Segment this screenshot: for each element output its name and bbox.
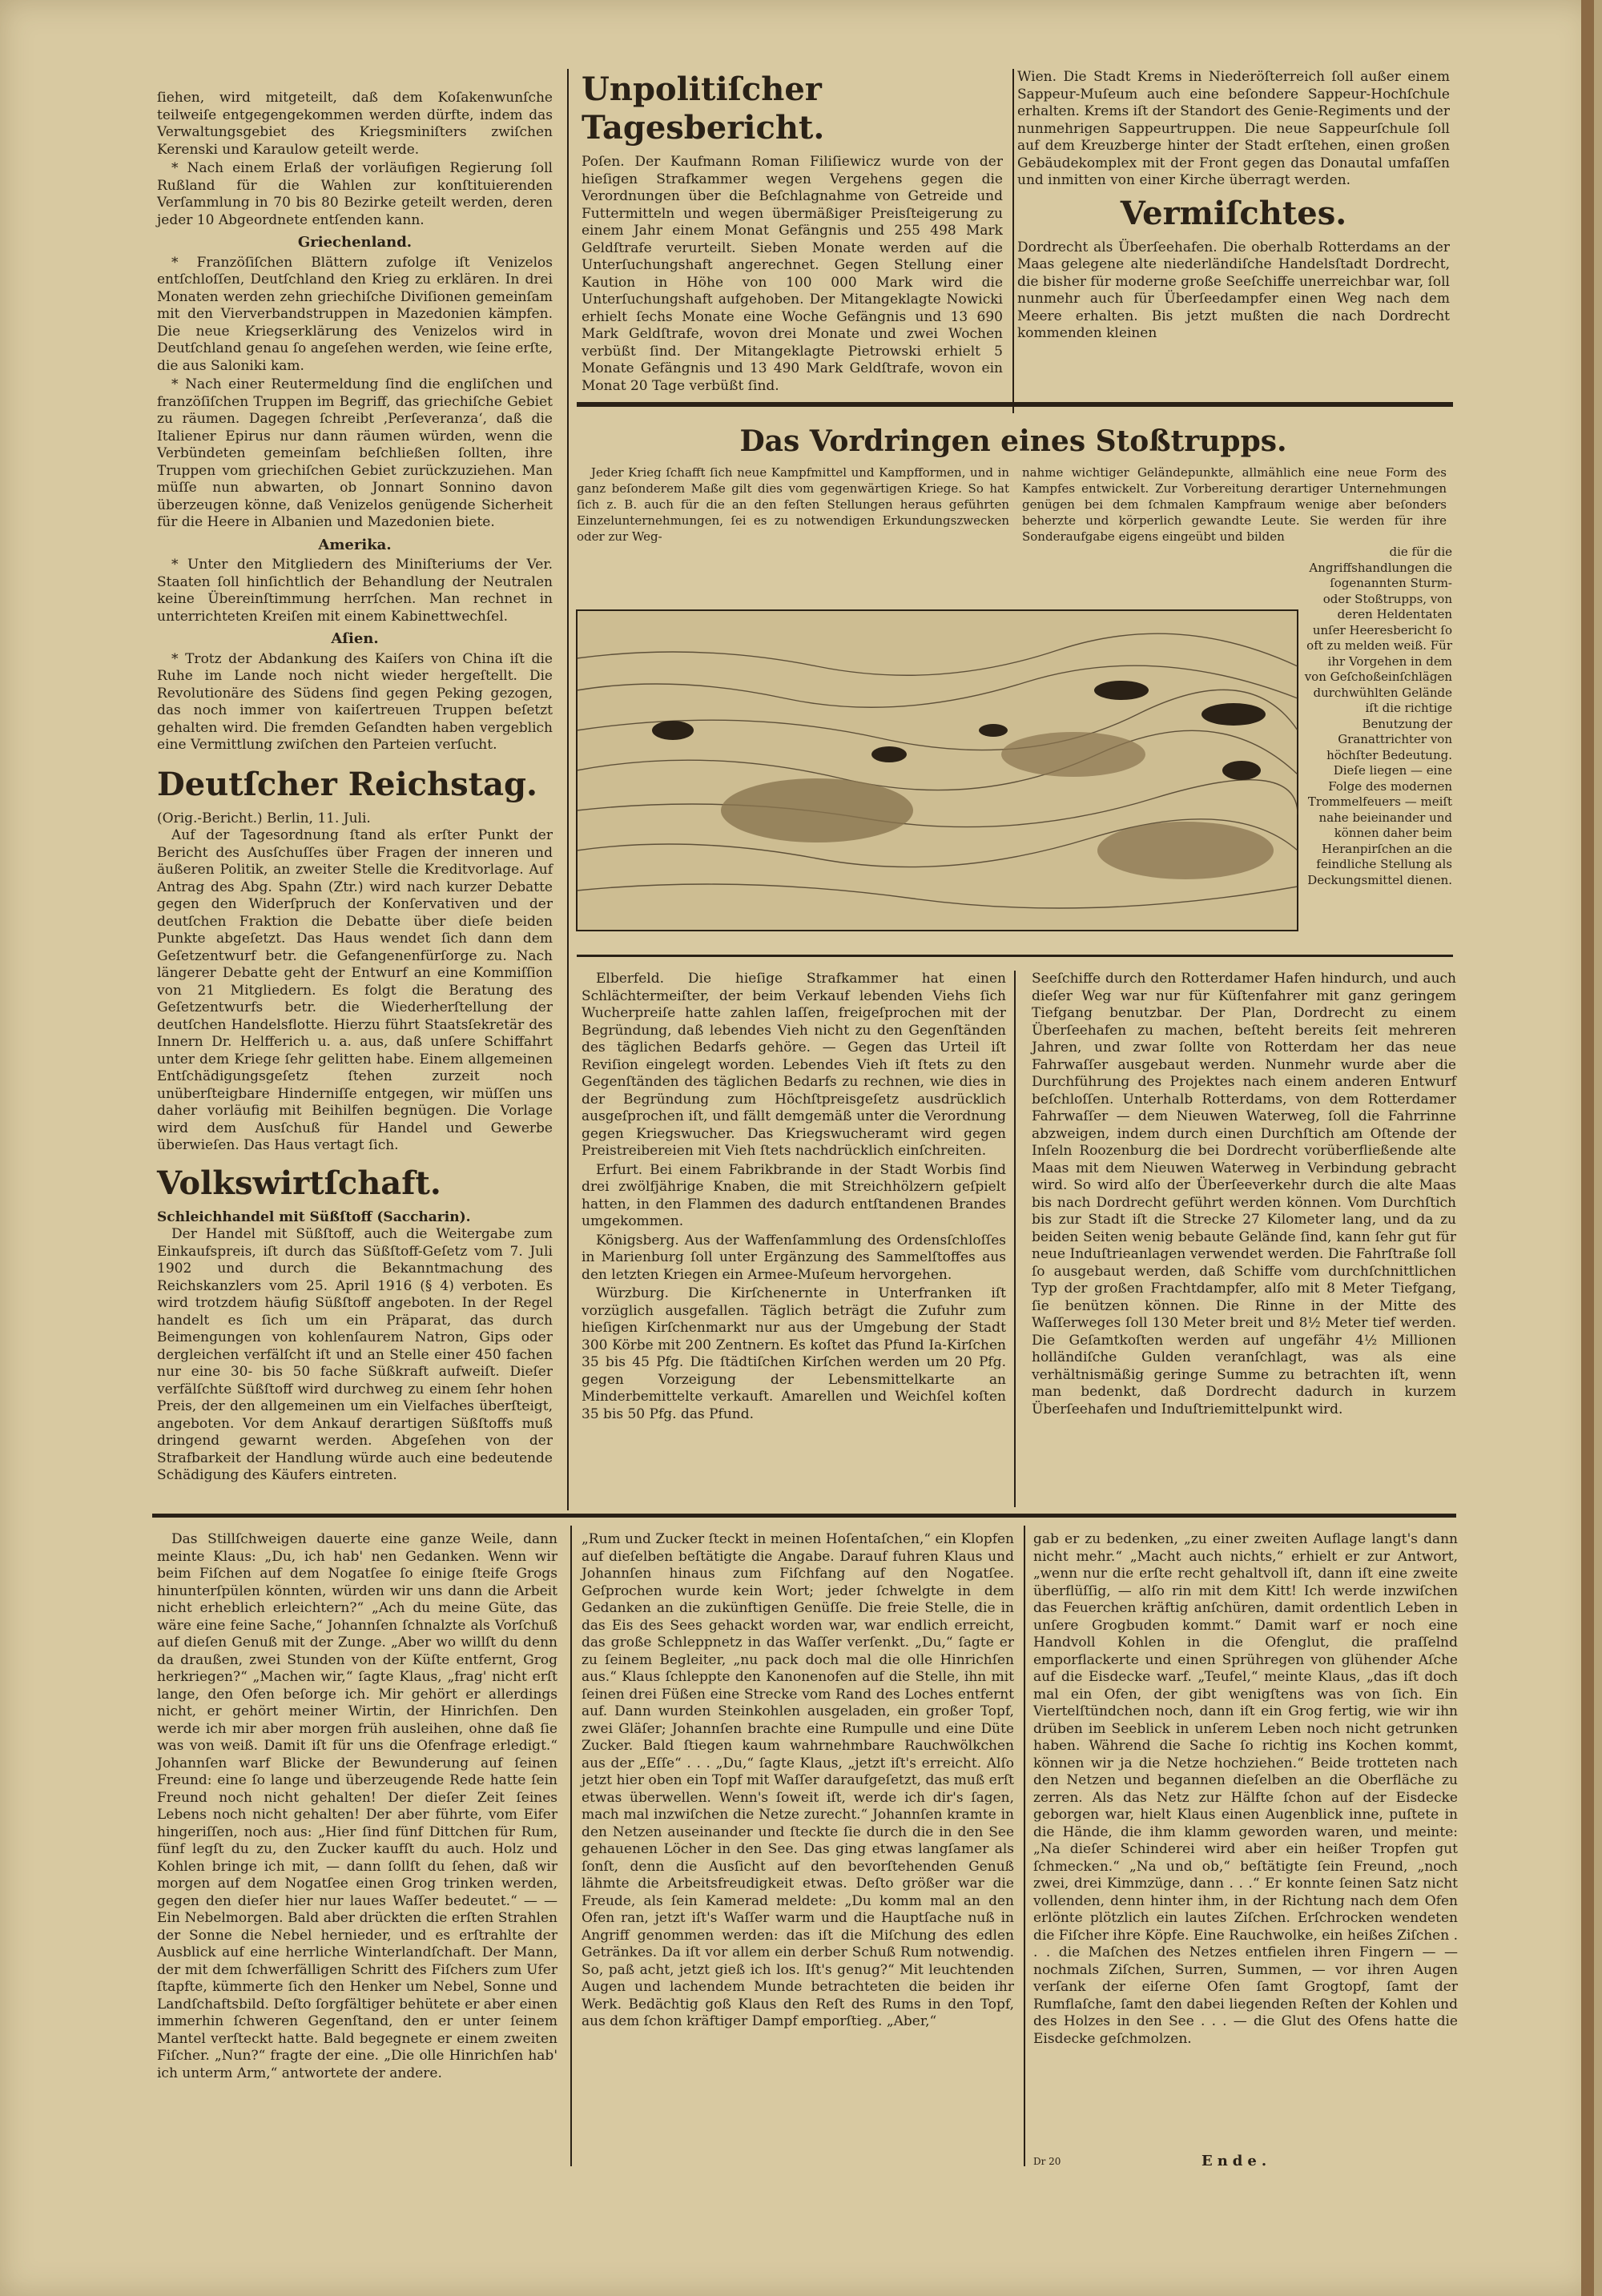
aſien-text: * Trotz der Abdankung des Kaiſers von China iſt die Ruhe im Lande noch nicht wieder hergeſtellt. Die Revolutionäre des Südens ſind gegen Peking gezogen, das noch immer von kaiſertreuen Truppen beſetzt gehalten wird. Die fremden Geſandten haben vergeblich eine Vermittlung zwiſchen den Parteien verſucht. xyxy=(157,650,553,753)
soldier-figure xyxy=(652,721,694,740)
illustration-stosstrupp xyxy=(577,610,1298,931)
illustration-text-right xyxy=(1022,464,1447,545)
shell-crater xyxy=(721,778,913,842)
section-rule xyxy=(577,955,1453,957)
heading-vermiſchtes: Vermiſchtes. xyxy=(1120,194,1347,232)
volks-subhead: Schleichhandel mit Süßſtoff (Saccharin). xyxy=(157,1208,471,1225)
illustration-title: Das Vordringen eines Stoßtrupps. xyxy=(739,424,1287,458)
column-rule xyxy=(1012,69,1014,413)
col-mid-top xyxy=(582,69,1003,405)
heading-volkswirtſchaft: Volkswirtſchaft. xyxy=(157,1164,441,1202)
column-rule xyxy=(1024,1526,1025,2166)
russland-intro: ſiehen, wird mitgeteilt, daß dem Koſakenwunſche teilweiſe entgegengekommen werden dürfte, indem das Verwaltungsgebiet des Kriegsminiſters zwiſchen Kerenski und Karaulow geteilt werde. xyxy=(157,90,553,158)
koenigsberg-text: Königsberg. Aus der Waffenſammlung des Ordensſchloſſes in Marienburg ſoll unter Ergänzung des Sammelſtoffes aus den letzten Kriegen ein Armee-Muſeum hervorgehen. xyxy=(582,1232,1006,1283)
reichstag-text: Auf der Tagesordnung ſtand als erſter Punkt der Bericht des Ausſchuſſes über Fragen der inneren und äußeren Politik, an zweiter Stelle die Kreditvorlage. Auf Antrag des Abg. Spahn (Ztr.) wird nach kurzer Debatte gegen den Widerſpruch der Konſervativen und der deutſchen Fraktion die Debatte über dieſe beiden Punkte abgeſetzt. Das Haus wendet ſich dann dem Geſetzentwurf betr. die Gefangenenfürſorge zu. Nach längerer Debatte geht der Entwurf an eine Kommiſſion von 21 Mitgliedern. Es folgt die Beratung des Geſetzentwurfs betr. die Wiederherſtellung der deutſchen Handelsflotte. Hierzu führt Staatsſekretär des Innern Dr. Helfferich u. a. aus, daß unſere Schiffahrt unter dem Kriege ſehr gelitten habe. Einem allgemeinen Entſchädigungsgeſetz ſtehen zurzeit noch unüberſteigbare Hinderniſſe entgegen, wir müſſen uns daher vorläufig mit Beihilfen begnügen. Die Vorlage wird dem Ausſchuß für Handel und Gewerbe überwieſen. Das Haus vertagt ſich. xyxy=(157,827,553,1153)
shell-crater xyxy=(1001,732,1145,777)
feuilleton-ende: Ende. xyxy=(1202,2153,1272,2169)
wien-text: Wien. Die Stadt Krems in Niederöſterreich ſoll außer einem Sappeur-Muſeum auch eine beſondere Sappeur-Hochſchule erhalten. Krems iſt der Standort des Genie-Regiments und der nunmehrigen Sappeurtruppen. Die neue Sappeurſchule ſoll auf dem Kreuzberge hinter der Stadt erſtehen, einen großen Gebäudekomplex mit der Front gegen das Donautal umfaſſen und inmitten von einer Kirche überragt werden. xyxy=(1017,69,1450,188)
column-rule xyxy=(1014,971,1016,1507)
illustration-text-left-body: Jeder Krieg ſchafft ſich neue Kampfmittel und Kampfformen, und in ganz beſonderem Maße gilt dies vom gegenwärtigen Kriege. So hat ſich z. B. auch für die an den feſten Stellungen heraus geführten Einzelunternehmungen, ſei es zu notwendigen Erkundungszwecken oder zur Weg- xyxy=(577,465,1009,544)
erfurt-text: Erfurt. Bei einem Fabrikbrande in der Stadt Worbis ſind drei zwölfjährige Knaben, die mit Streichhölzern geſpielt hatten, in den Flammen des dadurch entſtandenen Brandes umgekommen. xyxy=(582,1161,1006,1229)
griechenland-2: * Nach einer Reutermeldung ſind die engliſchen und franzöſiſchen Truppen im Begriff, das griechiſche Gebiet zu räumen. Dagegen ſchreibt ‚Perſeveranza‘, daß die Italiener Epirus nur dann räumen würden, wenn die Verbündeten gemeinſam beſchließen ſollten, ihre Truppen vom griechiſchen Gebiet zurückzuziehen. Man müſſe nun abwarten, ob Jonnart Sonnino davon überzeugen könne, daß Venizelos genügende Sicherheit für die Heere in Albanien und Mazedonien biete. xyxy=(157,376,553,530)
illustration-side-text-body: die für die Angriffshandlungen die ſogenannten Sturm- oder Stoßtrupps, von deren Heldentaten unſer Heeresbericht ſo oft zu melden weiß. Für ihr Vorgehen in dem von Geſchoßeinſchlägen durchwühlten Gelände iſt die richtige Benutzung der Granattrichter von höchſter Bedeutung. Dieſe liegen — eine Folge des modernen Trommelfeuers — meiſt nahe beieinander und können daher beim Heranpirſchen an die feindliche Stellung als Deckungsmittel dienen. xyxy=(1304,545,1452,887)
column-rule xyxy=(570,1526,572,2166)
col-left-top xyxy=(157,90,553,1483)
binding-spine xyxy=(1581,0,1594,2296)
wuerzburg-text: Würzburg. Die Kirſchenernte in Unterfranken iſt vorzüglich ausgefallen. Täglich beträgt die Zufuhr zum hieſigen Kirſchenmarkt nur aus der Umgebung der Stadt 300 Körbe mit 200 Zentnern. Es koſtet das Pfund Ia-Kirſchen 35 bis 45 Pfg. Die ſtädtiſchen Kirſchen werden um 20 Pfg. gegen Vorzeigung der Lebensmittelkarte an Minderbemittelte verkauft. Amarellen und Weichſel koſten 35 bis 50 Pfg. das Pfund. xyxy=(582,1285,1006,1422)
heading-aſien: Aſien. xyxy=(331,630,379,647)
illustration-text-right-body: nahme wichtiger Geländepunkte, allmählich eine neue Form des Kampfes entwickelt. Zur Vorbereitung derartiger Unternehmungen genügen bei dem ſchmalen Kampfraum wenige aber beſonders beherzte und körperlich gewandte Leute. Sie werden für ihre Sonderaufgabe eigens eingeübt und bilden xyxy=(1022,465,1447,544)
feuilleton-col-1 xyxy=(157,1531,557,2172)
illustration-text-left xyxy=(577,464,1009,545)
heading-griechenland: Griechenland. xyxy=(297,234,413,251)
col-right-low xyxy=(1032,971,1456,1499)
heading-tagesbericht: Unpolitiſcher Tagesbericht. xyxy=(582,70,825,147)
feuilleton-col-3-body: gab er zu bedenken, „zu einer zweiten Auflage langt's dann nicht mehr.“ „Macht auch nichts,“ erhielt er zur Antwort, „wenn nur die erſte recht gehaltvoll iſt, dann iſt eine zweite überflüſſig, — alſo rin mit dem Kitt! Ich werde inzwiſchen das Feuerchen kräftig anſchüren, damit ordentlich Leben in unſere Grogbuden kommt.“ Damit warf er noch eine Handvoll Kohlen in die Ofenglut, die praſſelnd emporflackerte und einen Sprühregen von glühender Aſche auf die Eisdecke warf. „Teufel,“ meinte Klaus, „das iſt doch mal ein Ofen, der gibt wenigſtens was von ſich. Ein Viertelſtündchen noch, dann iſt ein Grog fertig, wie wir ihn drüben im Seeblick in unſerem Leben noch nicht getrunken haben. Während die Sache ſo richtig ins Kochen kommt, können wir ja die Netze hochziehen.“ Beide trotteten nach den Netzen und begannen dieſelben an die Oberfläche zu zerren. Als das Netz zur Hälfte ſchon auf der Eisdecke geborgen war, hielt Klaus einen Augenblick inne, puſtete in die Hände, die ihm klamm geworden waren, und meinte: „Na dieſer Schinderei wird aber ein heißer Tropfen gut ſchmecken.“ „Na und ob,“ beſtätigte ſein Freund, „noch zwei, drei Kimmzüge, dann . . .“ Er konnte ſeinen Satz nicht vollenden, denn hinter ihm, in der Richtung nach dem Ofen erlönte plötzlich ein lautes Ziſchen. Erſchrocken wendeten die Fiſcher ihre Köpfe. Eine Rauchwolke, ein heißes Ziſchen . . . die Maſchen des Netzes entfielen ihren Fingern — — nochmals Ziſchen, Surren, Summen, — vor ihren Augen verſank der eiſerne Ofen ſamt Grogtopf, ſamt der Rumflaſche, ſamt den dabei liegenden Reſten der Kohlen und des Holzes in den See . . . — die Glut des Ofens hatte die Eisdecke geſchmolzen. xyxy=(1033,1531,1458,2047)
feuilleton-signature: Dr 20 xyxy=(1033,2156,1061,2167)
soldier-figure xyxy=(871,746,907,762)
shell-crater xyxy=(1097,822,1274,879)
soldier-figure xyxy=(1222,761,1261,780)
heading-reichstag: Deutſcher Reichstag. xyxy=(157,765,537,803)
feuilleton-col-2-body: „Rum und Zucker ſteckt in meinen Hoſentaſchen,“ ein Klopfen auf dieſelben beſtätigte die Angabe. Darauf fuhren Klaus und Johannſen hinaus zum Fiſchfang auf den Nogatſee. Geſprochen wurde kein Wort; jeder ſchwelgte in dem Gedanken an die zukünftigen Genüſſe. Die freie Stelle, die in das Eis des Sees gehackt worden war, war endlich erreicht, das große Schleppnetz in das Waſſer verſenkt. „Du,“ ſagte er zu ſeinem Begleiter, „nu pack doch mal die olle Hinrichſen aus.“ Klaus ſchleppte den Kanonenofen auf die Stelle, ihn mit ſeinen drei Füßen eine Strecke vom Rand des Loches entfernt auf. Dann wurden Steinkohlen ausgeladen, ein großer Topf, zwei Gläſer; Johannſen brachte eine Rumpulle und eine Düte Zucker. Bald ſtiegen kaum wahrnehmbare Rauchwölkchen aus der „Eſſe“ . . . „Du,“ ſagte Klaus, „jetzt iſt's erreicht. Alſo jetzt hier oben ein Topf mit Waſſer daraufgeſetzt, das muß erſt etwas überwellen. Wenn's ſoweit iſt, werde ich dir's ſagen, mach mal inzwiſchen die Netze zurecht.“ Johannſen kramte in den Netzen auseinander und ſteckte ſie durch die in den See gehauenen Löcher in den See. Das ging etwas langſamer als ſonſt, denn die Ausſicht auf den bevorſtehenden Genuß lähmte die Arbeitsfreudigkeit etwas. Deſto größer war die Freude, als ſein Kamerad meldete: „Du komm mal an den Ofen ran, jetzt iſt's Waſſer warm und die Hauptſache nuß in Angriff genommen werden: das iſt die Miſchung des edlen Getränkes. Da iſt vor allem ein derber Schuß Rum notwendig. So, paß acht, jetzt gieß ich los. Iſt's genug?“ Mit leuchtenden Augen und lachendem Munde betrachteten die beiden ihr Werk. Bedächtig goß Klaus den Reſt des Rums in den Topf, aus dem ſchon kräftiger Dampf emporſtieg. „Aber,“ xyxy=(582,1531,1014,2029)
illustration-side-text xyxy=(1304,545,1452,921)
griechenland-1: * Franzöſiſchen Blättern zufolge iſt Venizelos entſchloſſen, Deutſchland den Krieg zu erklären. In drei Monaten werden zehn griechiſche Diviſionen gemeinſam mit den Vierverbandstruppen in Mazedonien kämpfen. Die neue Kriegserklärung des Venizelos wird in Deutſchland genau ſo angeſehen werden, wie ſeine erſte, die aus Saloniki kam. xyxy=(157,254,553,374)
volks-text: Der Handel mit Süßſtoff, auch die Weitergabe zum Einkaufspreis, iſt durch das Süßſtoff-Geſetz vom 7. Juli 1902 und durch die Bekanntmachung des Reichskanzlers vom 25. April 1916 (§ 4) verboten. Es wird trotzdem häufig Süßſtoff angeboten. In der Regel handelt es ſich um ein Präparat, das durch Beimengungen von kohlenſaurem Natron, Gips oder dergleichen verfälſcht iſt und an Stelle einer 450 fachen nur eine 30- bis 50 fache Süßkraft aufweiſt. Dieſer verfälſchte Süßſtoff wird durchweg zu einem ſehr hohen Preis, der den allgemeinen um ein Vielfaches überſteigt, angeboten. Vor dem Ankauf derartigen Süßſtoffs muß dringend gewarnt werden. Abgeſehen von der Strafbarkeit der Handlung würde auch eine bedeutende Schädigung des Käufers eintreten. xyxy=(157,1226,553,1483)
soldier-figure xyxy=(1094,681,1149,700)
dordrecht-text: Dordrecht als Überſeehafen. Die oberhalb Rotterdams an der Maas gelegene alte niederländiſche Handelsſtadt Dordrecht, die bisher für moderne große Seeſchiffe unerreichbar war, ſoll nunmehr auch für Überſeedampfer einen Weg nach dem Meere erhalten. Bis jetzt mußten die nach Dordrecht kommenden kleinen xyxy=(1017,239,1450,341)
feuilleton-col-3 xyxy=(1033,1531,1458,2148)
amerika-text: * Unter den Mitgliedern des Miniſteriums der Ver. Staaten ſoll hinſichtlich der Behandlung der Neutralen keine Übereinſtimmung herrſchen. Man rechnet in unterrichteten Kreiſen mit einem Kabinettwechſel. xyxy=(157,557,553,625)
soldier-figure xyxy=(1202,703,1266,726)
column-rule xyxy=(567,69,569,1510)
feuilleton-col-1-body: Das Stillſchweigen dauerte eine ganze Weile, dann meinte Klaus: „Du, ich hab' nen Gedanken. Wenn wir beim Fiſchen auf dem Nogatſee ſo einige ſteife Grogs hinunterſpülen könnten, würden wir uns dann die Arbeit nicht erheblich erleichtern?“ „Ach du meine Güte, das wäre eine feine Sache,“ Johannſen ſchnalzte als Vorſchuß auf dieſen Genuß mit der Zunge. „Aber wo willſt du denn da draußen, zwei Stunden von der Küſte entfernt, Grog herkriegen?“ „Machen wir,“ ſagte Klaus, „frag' nicht erſt lange, den Ofen beſorge ich. Mir gehört er allerdings nicht, er gehört meiner Wirtin, der Hinrichſen. Den werde ich mir aber morgen früh ausleihen, ohne daß ſie was von weiß. Damit iſt für uns die Ofenfrage erledigt.“ Johannſen warf Blicke der Bewunderung auf ſeinen Freund: eine ſo lange und überzeugende Rede hatte ſein Freund noch nicht gehalten! Der dieſer Zeit ſeines Lebens noch nicht gehalten! Der aber führte, vom Eifer hingeriſſen, noch aus: „Hier ſind fünf Dittchen für Rum, fünf legſt du zu, den Zucker kaufſt du auch. Holz und Kohlen bringe ich mit, — dann ſollſt du ſehen, daß wir morgen auf dem Nogatſee einen Grog trinken werden, gegen den dieſer hier nur laues Waſſer bedeutet.“ — — Ein Nebelmorgen. Bald aber drückten die erſten Strahlen der Sonne die Nebel hernieder, und es erſtrahlte der Ausblick auf eine herrliche Winterlandſchaft. Der Mann, der mit dem ſchwerfälligen Schritt des Fiſchers zum Ufer ſtapfte, kümmerte ſich den Henker um Nebel, Sonne und Landſchaftsbild. Deſto ſorgfältiger behütete er aber einen immerhin ſchweren Gegenſtand, den er unter ſeinem Mantel verſteckt hatte. Bald begegnete er einem zweiten Fiſcher. „Nun?“ fragte der eine. „Die olle Hinrichſen hab' ich unterm Arm,“ antwortete der andere. xyxy=(157,1531,557,2081)
poſen-text: Poſen. Der Kaufmann Roman Filiſiewicz wurde von der hieſigen Strafkammer wegen Vergehens gegen die Verordnungen über die Beſchlagnahme von Getreide und Futtermitteln und wegen übermäßiger Preisſteigerung zu einem Jahr einem Monat Gefängnis und 255 498 Mark Geldſtrafe verurteilt. Sieben Monate werden auf die Unterſuchungshaft angerechnet. Gegen Stellung einer Kaution in Höhe von 100 000 Mark wird die Unterſuchungshaft aufgehoben. Der Mitangeklagte Nowicki erhielt ſechs Monate eine Woche Gefängnis und 13 690 Mark Geldſtrafe, wovon drei Monate und zwei Wochen verbüßt ſind. Der Mitangeklagte Pietrowski erhielt 5 Monate Gefängnis und 13 490 Mark Geldſtrafe, wovon ein Monat 20 Tage verbüßt ſind. xyxy=(582,154,1003,394)
dordrecht-cont-text: Seeſchiffe durch den Rotterdamer Hafen hindurch, und auch dieſer Weg war nur für Küſtenfahrer mit ganz geringem Tiefgang benutzbar. Der Plan, Dordrecht zu einem Überſeehafen zu machen, beſteht bereits ſeit mehreren Jahren, und zwar ſollte von Rotterdam her das neue Fahrwaſſer ausgebaut werden. Nunmehr wurde aber die Durchführung des Projektes nach einem anderen Entwurf beſchloſſen. Unterhalb Rotterdams, von dem Rotterdamer Fahrwaſſer — dem Nieuwen Waterweg, ſoll die Fahrrinne abzweigen, indem durch einen Durchſtich am Oſtende der Inſeln Roozenburg die bei Dordrecht vorüberfließende alte Maas mit dem Nieuwen Waterweg in Verbindung gebracht wird. So wird alſo der Überſeeverkehr durch die alte Maas bis nach Dordrecht geführt werden können. Vom Durchſtich bis zur Stadt iſt die Strecke 27 Kilometer lang, und da zu beiden Seiten wenig bebaute Gelände ſind, kann ſehr gut für neue Induſtrieanlagen verwendet werden. Die Fahrſtraße ſoll ſo ausgebaut werden, daß Schiffe vom durchſchnittlichen Typ der großen Frachtdampfer, alſo mit 8 Meter Tiefgang, ſie benützen können. Die Rinne in der Mitte des Waſſerweges ſoll 130 Meter breit und 8½ Meter tief werden. Die Geſamtkoſten werden auf ungefähr 4½ Millionen holländiſche Gulden veranſchlagt, was als eine verhältnismäßig geringe Summe zu betrachten iſt, wenn man bedenkt, daß Dordrecht dadurch in kurzem Überſeehafen und Induſtriemittelpunkt wird. xyxy=(1032,971,1456,1417)
col-right-top xyxy=(1017,69,1450,405)
col-mid-low xyxy=(582,971,1006,1499)
section-rule xyxy=(577,402,1453,407)
heading-amerika: Amerika. xyxy=(318,536,392,553)
elberfeld-text: Elberfeld. Die hieſige Strafkammer hat einen Schlächtermeiſter, der beim Verkauf lebenden Viehs ſich Wucherpreiſe hatte zahlen laſſen, freigeſprochen mit der Begründung, daß lebendes Vieh nicht zu den Gegenſtänden des täglichen Bedarfs gehöre. — Gegen das Urteil iſt Reviſion eingelegt worden. Lebendes Vieh iſt ſtets zu den Gegenſtänden des täglichen Bedarfs zu rechnen, wie dies in der Begründung zum Höchſtpreisgeſetz ausdrücklich ausgeſprochen iſt, und fällt demgemäß unter die Verordnung gegen Kriegswucher. Das Kriegswucheramt wird gegen Preistreibereien mit Vieh ſtets nachdrücklich einſchreiten. xyxy=(582,971,1006,1159)
feuilleton-col-2 xyxy=(582,1531,1014,2172)
soldier-figure xyxy=(979,724,1008,737)
russland-wahlen: * Nach einem Erlaß der vorläufigen Regierung ſoll Rußland für die Wahlen zur konſtituierenden Verſammlung in 70 bis 80 Bezirke geteilt werden, deren jeder 10 Abgeordnete entſenden kann. xyxy=(157,160,553,228)
feuilleton-rule xyxy=(152,1514,1456,1518)
reichstag-dateline: (Orig.-Bericht.) Berlin, 11. Juli. xyxy=(157,810,371,826)
